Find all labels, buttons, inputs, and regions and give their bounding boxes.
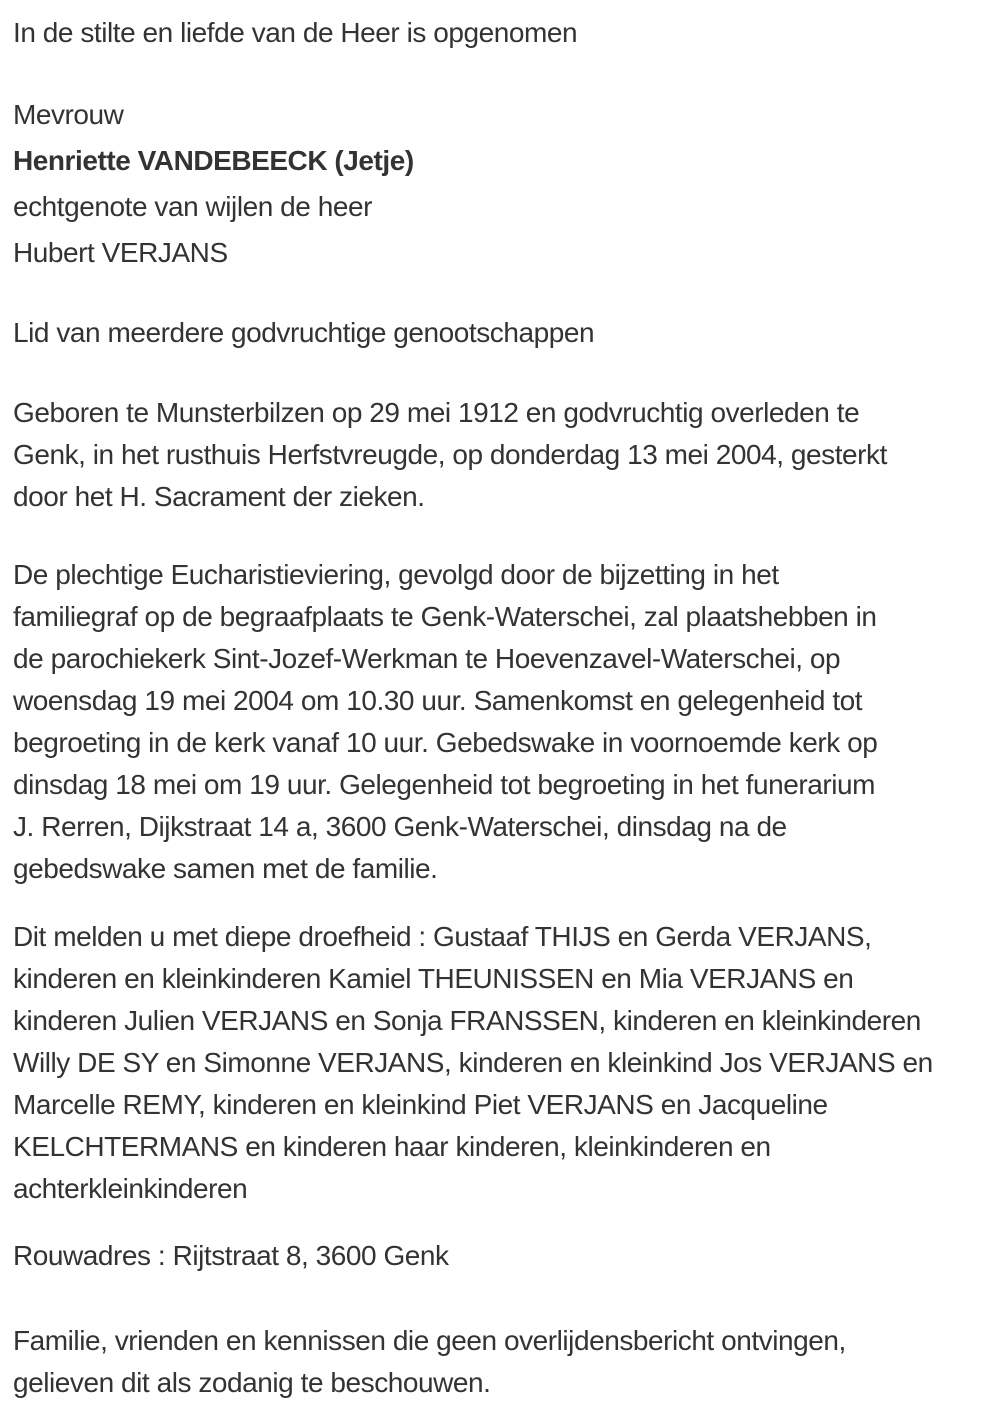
funeral-service-paragraph (13, 554, 990, 890)
text-line: Genk, in het rusthuis Herfstvreugde, op donderdag 13 mei 2004, gesterkt (13, 439, 887, 470)
text-line: dinsdag 18 mei om 19 uur. Gelegenheid tot begroeting in het funerarium (13, 769, 875, 800)
text-line: gelieven dit als zodanig te beschouwen. (13, 1367, 491, 1398)
salutation-line: Mevrouw (13, 99, 124, 130)
family-announcement-paragraph (13, 916, 990, 1210)
membership-line: Lid van meerdere godvruchtige genootschappen (13, 317, 595, 348)
text-line: begroeting in de kerk vanaf 10 uur. Gebedswake in voornoemde kerk op (13, 727, 878, 758)
text-line: Geboren te Munsterbilzen op 29 mei 1912 en godvruchtig overleden te (13, 397, 860, 428)
text-line: gebedswake samen met de familie. (13, 853, 438, 884)
text-line: door het H. Sacrament der zieken. (13, 481, 425, 512)
spouse-intro-line: echtgenote van wijlen de heer (13, 191, 372, 222)
text-line: kinderen Julien VERJANS en Sonja FRANSSEN, kinderen en kleinkinderen (13, 1005, 921, 1036)
deceased-name: Henriette VANDEBEECK (Jetje) (13, 145, 414, 176)
spouse-name: Hubert VERJANS (13, 237, 228, 268)
text-line: Marcelle REMY, kinderen en kleinkind Piet VERJANS en Jacqueline (13, 1089, 828, 1120)
text-line: Dit melden u met diepe droefheid : Gustaaf THIJS en Gerda VERJANS, (13, 921, 872, 952)
text-line: familiegraf op de begraafplaats te Genk-Waterschei, zal plaatshebben in (13, 601, 877, 632)
text-line: Willy DE SY en Simonne VERJANS, kinderen en kleinkind Jos VERJANS en (13, 1047, 933, 1078)
text-line: De plechtige Eucharistieviering, gevolgd door de bijzetting in het (13, 559, 779, 590)
closing-paragraph (13, 1320, 990, 1404)
text-line: Familie, vrienden en kennissen die geen overlijdensbericht ontvingen, (13, 1325, 846, 1356)
text-line: J. Rerren, Dijkstraat 14 a, 3600 Genk-Waterschei, dinsdag na de (13, 811, 787, 842)
text-line: woensdag 19 mei 2004 om 10.30 uur. Samenkomst en gelegenheid tot (13, 685, 863, 716)
text-line: de parochiekerk Sint-Jozef-Werkman te Hoevenzavel-Waterschei, op (13, 643, 841, 674)
mourning-address-line: Rouwadres : Rijtstraat 8, 3600 Genk (13, 1240, 449, 1271)
opening-line: In de stilte en liefde van de Heer is opgenomen (13, 17, 578, 48)
birth-death-paragraph (13, 392, 990, 518)
text-line: KELCHTERMANS en kinderen haar kinderen, kleinkinderen en (13, 1131, 771, 1162)
text-line: kinderen en kleinkinderen Kamiel THEUNISSEN en Mia VERJANS en (13, 963, 854, 994)
text-line: achterkleinkinderen (13, 1173, 248, 1204)
